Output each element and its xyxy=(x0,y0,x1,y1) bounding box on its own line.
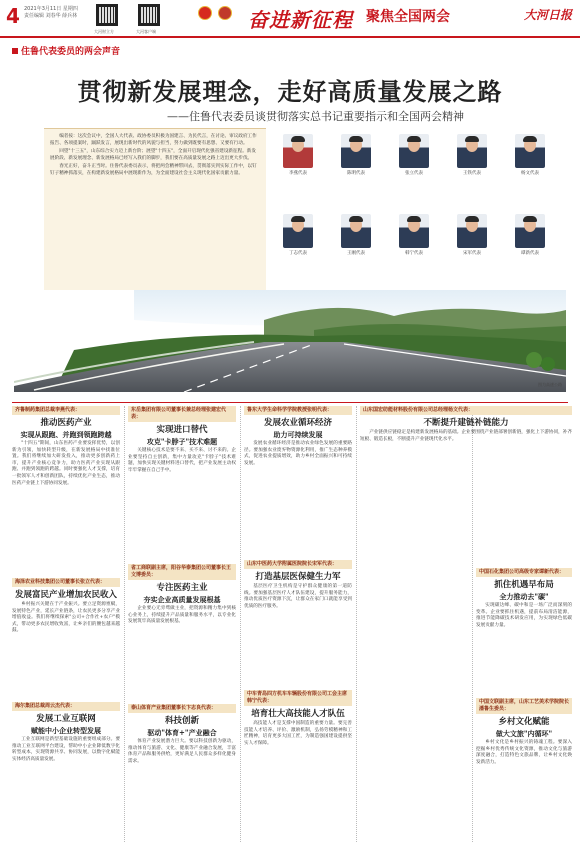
portrait-photo xyxy=(283,214,313,248)
article-body: 发展农业循环经济是推动农业绿色发展的重要路径。要加强农业废弃物资源化利用，推广生态种养模式，促进农业提质增效，助力乡村全面振兴和可持续发展。 xyxy=(244,441,352,466)
portrait-caption: 王铁代表 xyxy=(463,171,481,176)
column-divider xyxy=(356,406,357,842)
section-tag-text: 住鲁代表委员的两会声音 xyxy=(21,47,121,57)
issue-date: 2021年3月11日 星期四 xyxy=(24,6,78,12)
article-body: 关键核心技术是要不来、买不来、讨不来的。企业要坚持自主创新，集中力量攻克"卡脖子"技术难题，加快实现关键材料进口替代，把产业发展主动权牢牢掌握在自己手中。 xyxy=(128,448,236,473)
portrait xyxy=(510,214,550,256)
page-subheadline: ——住鲁代表委员谈贯彻落实总书记重要指示和全国两会精神 xyxy=(167,110,464,123)
article-byline: 中车青岛四方机车车辆股份有限公司工会主席韩宁代表： xyxy=(244,690,352,706)
article-byline: 泰山体育产业集团董事长卞志良代表： xyxy=(128,704,236,713)
article xyxy=(12,702,120,842)
article-title: 抓住机遇早布局 xyxy=(494,580,554,590)
article-body: 基层医疗卫生机构是守护群众健康的第一道防线。要加强基层医疗人才队伍建设，提升服务能力，推动优质医疗资源下沉，让群众在家门口就能享受到优质的医疗服务。 xyxy=(244,584,352,609)
editor-note xyxy=(44,128,266,294)
newspaper-logo: 大河日报 xyxy=(523,8,572,22)
article xyxy=(128,406,236,560)
photo-caption: 图为高速公路 xyxy=(538,382,562,387)
article-byline: 省工商联副主席，阳谷华泰集团公司董事长王文博委员： xyxy=(128,564,236,580)
qr-code-icon[interactable] xyxy=(96,4,118,26)
issue-meta xyxy=(24,6,94,20)
article xyxy=(244,406,352,556)
campaign-title: 奋进新征程 xyxy=(248,8,353,32)
article-body: 实现碳达峰、碳中和是一场广泛而深刻的变革。企业要抓住机遇，提前布局清洁能源，推进节能降碳技术研发应用，为实现绿色低碳发展贡献力量。 xyxy=(476,603,572,628)
article-byline: 齐鲁制药集团总裁李燕代表： xyxy=(12,406,120,415)
national-emblem-icon xyxy=(198,6,212,20)
portrait-caption: 丁志代表 xyxy=(289,251,307,256)
qr-label: 大河财立方 xyxy=(94,29,114,34)
article xyxy=(360,406,572,566)
article-title: 推动医药产业 xyxy=(40,418,92,428)
portrait-photo xyxy=(515,134,545,168)
article xyxy=(244,560,352,686)
intro-paragraph: 编者按：这次会议中，全国人大代表、政协委员积极为国建言、为民代言，在讨论、审议政府工作报告、各项提案时，踊跃发言，展现出新时代的风貌与担当，努力做到既要有思想、又要有行动。 xyxy=(50,134,257,146)
portrait-caption: 宋军代表 xyxy=(463,251,481,256)
article-byline: 鲁东大学生命科学学院教授张明代表： xyxy=(244,406,352,415)
article-title: 不断提升建链补链能力 xyxy=(423,418,509,428)
column-divider xyxy=(240,406,241,842)
portrait xyxy=(394,214,434,256)
page-number: 4 xyxy=(6,4,20,28)
article-subtitle: 全力推动去"碳" xyxy=(499,592,549,601)
article xyxy=(476,568,572,694)
article xyxy=(12,406,120,574)
article-subtitle: 夯实企业高质量发展根基 xyxy=(143,595,221,604)
portrait-photo xyxy=(399,214,429,248)
portrait-photo xyxy=(341,134,371,168)
qr-label: 大河客户端 xyxy=(136,29,156,34)
portrait xyxy=(510,134,550,176)
portrait-photo xyxy=(283,134,313,168)
article-subtitle: 驱动"体育+"产业融合 xyxy=(147,728,217,737)
article-byline: 东岳集团有限公司董事长兼总经理张建宏代表： xyxy=(128,406,236,422)
intro-paragraph: 春光正好，奋斗正当时。住鲁代表委员表示，将把两会精神带回去，贯彻落实到实际工作中，以钉钉子精神抓落实，在构建新发展格局中展现新作为，为全面建设社会主义现代化国家贡献力量。 xyxy=(50,164,257,176)
article xyxy=(244,690,352,842)
portrait xyxy=(394,134,434,176)
portrait xyxy=(336,214,376,256)
portrait-caption: 韩宁代表 xyxy=(405,251,423,256)
page-headline: 贯彻新发展理念，走好高质量发展之路 xyxy=(77,77,503,106)
article-title: 打造基层医保健生力军 xyxy=(255,572,341,582)
article-title: 发展工业互联网 xyxy=(36,714,96,724)
portrait-caption: 张立代表 xyxy=(405,171,423,176)
article-byline: 山东中医药大学附属医院院长宋军代表： xyxy=(244,560,352,569)
article-subtitle: 做大文旅"内循环" xyxy=(495,729,553,738)
article-subtitle: 助力可持续发展 xyxy=(273,430,323,439)
square-bullet-icon xyxy=(12,48,18,54)
article-byline: 海泽农业科技集团公司董事长张立代表： xyxy=(12,578,120,587)
portrait-photo xyxy=(399,134,429,168)
portrait-photo xyxy=(341,214,371,248)
portrait xyxy=(336,134,376,176)
highway-photo-drawing xyxy=(14,290,566,392)
article-title: 发展富民产业增加农民收入 xyxy=(14,590,117,600)
intro-paragraph: 回望"十三五"，山东综合实力迈上新台阶；展望"十四五"，全面开启现代化强省建设新征程。新发展阶段、新发展理念、新发展格局已经写入我们的脚步，我们要在高质量发展之路上迈出更大步伐。 xyxy=(50,149,256,161)
article-body: 企业要心无旁骛做主业，把资源和精力集中到核心业务上，持续提升产品质量和服务水平，以专业化发展筑牢高质量发展根基。 xyxy=(128,606,236,625)
article-title: 培育壮大高技能人才队伍 xyxy=(251,709,345,719)
portrait-photo xyxy=(457,214,487,248)
section-tag xyxy=(12,44,120,57)
article-subtitle: 赋能中小企业转型发展 xyxy=(31,726,101,735)
qr-code-icon[interactable] xyxy=(138,4,160,26)
section-rule xyxy=(12,402,568,403)
article-title: 专注医药主业 xyxy=(156,583,208,593)
campaign-subtitle: 聚焦全国两会 xyxy=(366,9,450,25)
article-body: 工业互联网是新型基础设施的重要组成部分。要推动工业互联网平台建设，帮助中小企业降低数字化转型成本，实现资源共享、协同发展，以数字化赋能实体经济高质量发展。 xyxy=(12,737,120,762)
portrait-photo xyxy=(457,134,487,168)
article-body: 高技能人才是支撑中国制造的重要力量。要完善技能人才培养、评价、激励机制，弘扬劳模精神和工匠精神，培育更多大国工匠，为制造强国建设提供坚实人才保障。 xyxy=(244,721,352,746)
article-subtitle: 攻克"卡脖子"技术难题 xyxy=(146,437,218,446)
article-title: 科技创新 xyxy=(164,716,199,726)
portrait xyxy=(278,134,318,176)
portrait xyxy=(452,134,492,176)
masthead xyxy=(0,0,580,38)
portrait-caption: 陈明代表 xyxy=(347,171,365,176)
article-title: 实现进口替代 xyxy=(156,425,208,435)
article xyxy=(128,704,236,842)
article xyxy=(128,564,236,700)
article-byline: 中国文联副主席，山东工艺美术学院院长潘鲁生委员： xyxy=(476,698,572,714)
portrait xyxy=(278,214,318,256)
article-byline: 海尔集团总裁周云杰代表： xyxy=(12,702,120,711)
article-title: 乡村文化赋能 xyxy=(498,717,550,727)
issue-editors: 责任编辑 刘春华 薛兵林 xyxy=(24,13,78,19)
article-body: 产业链供应链稳定是构建新发展格局的基础。企业要围绕产业链部署创新链，强化上下游协同，补齐短板、锻造长板，不断提升产业链现代化水平。 xyxy=(360,430,572,442)
article-body: "十四五"期间，山东医药产业要发挥优势，以创新为引领，加快转型升级，在新发展格局中找准位置。我们将继续加大研发投入，推动更多创新药上市，提升产业核心竞争力，助力医药产业实现从跟跑、并跑到领跑的跨越。同时要强化人才支撑，培育一批领军人才和创新团队，持续优化产业生态，推动医药产业链上下游协同发展。 xyxy=(12,441,120,486)
portrait-caption: 王刚代表 xyxy=(347,251,365,256)
portrait-caption: 谭新代表 xyxy=(521,251,539,256)
column-divider xyxy=(124,406,125,842)
portrait-photo xyxy=(515,214,545,248)
article xyxy=(12,578,120,698)
article xyxy=(476,698,572,842)
article-body: 乡村振兴关键在于产业振兴。要立足资源禀赋，发展特色产业，延长产业链条，让农民更多分享产业增值收益。我们将继续探索"公司+合作社+农户"模式，带动更多农民增收致富，让乡亲们的腰包越来越鼓。 xyxy=(12,602,120,634)
article-byline: 山东国宏纺能材料股份有限公司总经理杨文代表： xyxy=(360,406,572,415)
article-subtitle: 实现从跟跑、并跑到领跑跨越 xyxy=(20,430,112,439)
portrait xyxy=(452,214,492,256)
article-body: 体育产业发展潜力巨大。要以科技创新为驱动，推动体育与旅游、文化、健康等产业融合发展，丰富体育产品和服务供给，更好满足人民群众多样化健身需求。 xyxy=(128,739,236,764)
highway-photo xyxy=(14,290,566,392)
portrait-caption: 李燕代表 xyxy=(289,171,307,176)
portrait-caption: 杨文代表 xyxy=(521,171,539,176)
representative-portraits xyxy=(278,134,568,292)
article-body: 乡村文化是乡村振兴的铸魂工程。要深入挖掘乡村优秀传统文化资源，推动文化与旅游深度融合，打造特色文旅品牌，让乡村文化焕发新活力。 xyxy=(476,740,572,765)
cppcc-emblem-icon xyxy=(218,6,232,20)
article-title: 发展农业循环经济 xyxy=(263,418,332,428)
article-byline: 中国石化集团公司高级专家谭新代表： xyxy=(476,568,572,577)
